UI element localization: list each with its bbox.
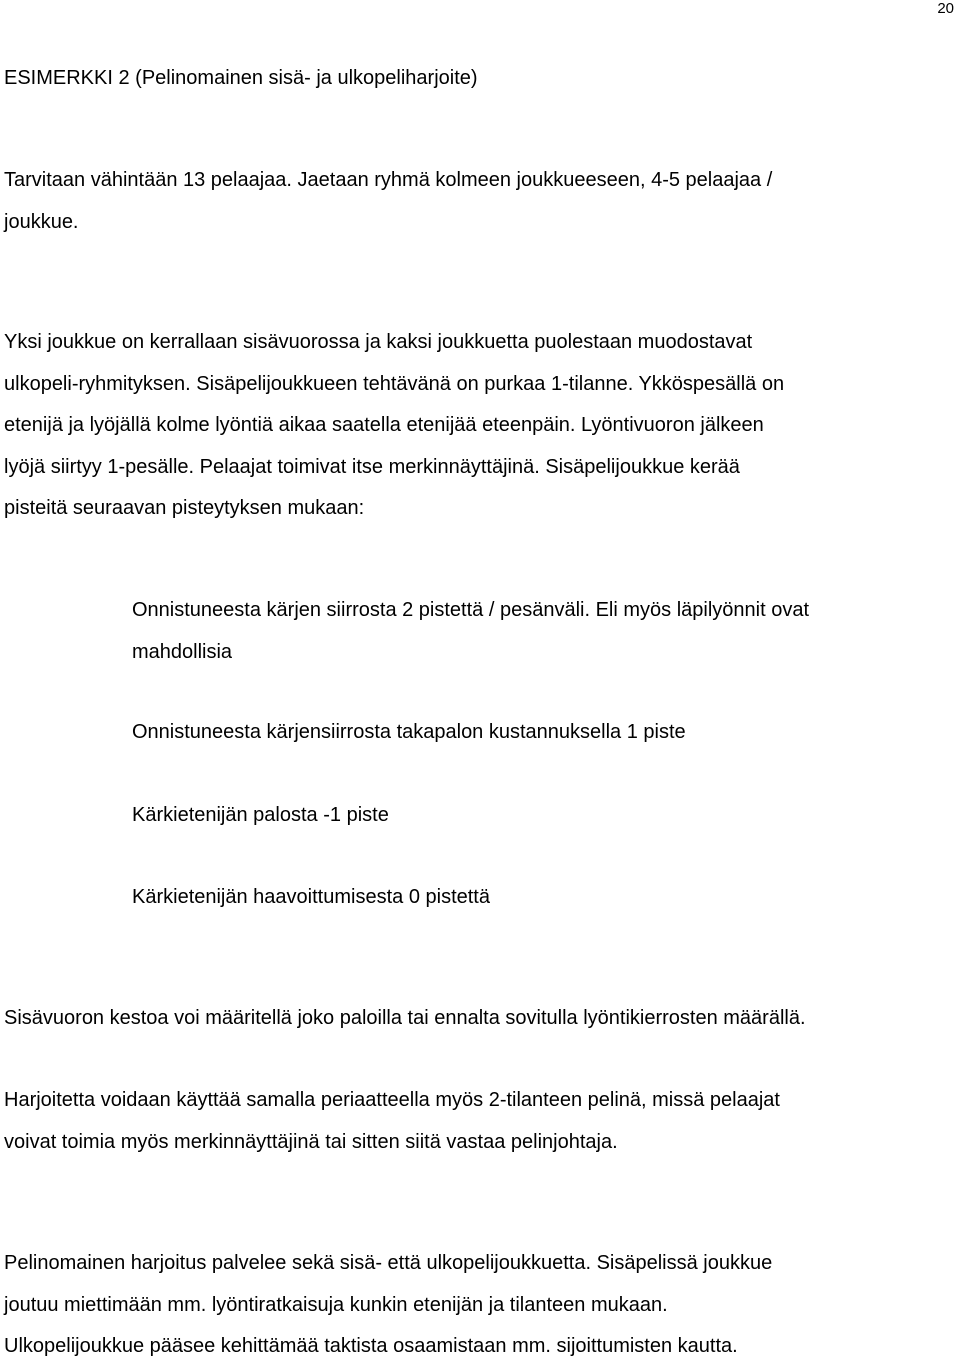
description-line: ulkopeli-ryhmityksen. Sisäpelijoukkueen tehtävänä on purkaa 1-tilanne. Ykköspesällä on	[4, 372, 785, 395]
summary-line: Pelinomainen harjoitus palvelee sekä sisä- että ulkopelijoukkuetta. Sisäpelissä joukkue	[4, 1252, 773, 1274]
variation-line: Harjoitetta voidaan käyttää samalla periaatteella myös 2-tilanteen pelinä, missä pelaajat	[4, 1089, 780, 1111]
intro-line: Tarvitaan vähintään 13 pelaajaa. Jaetaan ryhmä kolmeen joukkueeseen, 4-5 pelaajaa /	[4, 169, 773, 191]
intro-paragraph	[4, 160, 772, 243]
description-line: Yksi joukkue on kerrallaan sisävuorossa ja kaksi joukkuetta puolestaan muodostavat	[4, 331, 753, 353]
scoring-rule: Onnistuneesta kärjensiirrosta takapalon kustannuksella 1 piste	[132, 721, 686, 743]
summary-line: joutuu miettimään mm. lyöntiratkaisuja kunkin etenijän ja tilanteen mukaan.	[4, 1293, 668, 1316]
variation-paragraph	[4, 1080, 780, 1163]
variation-line: voivat toimia myös merkinnäyttäjinä tai sitten siitä vastaa pelinjohtaja.	[4, 1130, 618, 1153]
scoring-rule-line: Onnistuneesta kärjen siirrosta 2 pistettä / pesänväli. Eli myös läpilyönnit ovat	[132, 599, 810, 621]
description-line: pisteitä seuraavan pisteytyksen mukaan:	[4, 497, 365, 519]
description-line: lyöjä siirtyy 1-pesälle. Pelaajat toimivat itse merkinnäyttäjinä. Sisäpelijoukkue kerää	[4, 455, 740, 478]
duration-paragraph: Sisävuoron kestoa voi määritellä joko paloilla tai ennalta sovitulla lyöntikierrosten määrällä.	[4, 1007, 806, 1029]
scoring-rule: Kärkietenijän palosta -1 piste	[132, 804, 389, 826]
scoring-rule-line: mahdollisia	[132, 640, 233, 663]
page-title: ESIMERKKI 2 (Pelinomainen sisä- ja ulkopeliharjoite)	[4, 67, 478, 89]
scoring-rule	[132, 590, 809, 673]
summary-line: Ulkopelijoukkue pääsee kehittämää taktista osaamistaan mm. sijoittumisten kautta.	[4, 1335, 738, 1357]
description-paragraph	[4, 322, 784, 530]
description-line: etenijä ja lyöjällä kolme lyöntiä aikaa saatella etenijää eteenpäin. Lyöntivuoron jälkeen	[4, 414, 764, 436]
intro-line: joukkue.	[4, 210, 79, 233]
summary-paragraph	[4, 1243, 772, 1368]
page-number: 20	[937, 0, 954, 17]
scoring-rule: Kärkietenijän haavoittumisesta 0 pistettä	[132, 886, 490, 908]
